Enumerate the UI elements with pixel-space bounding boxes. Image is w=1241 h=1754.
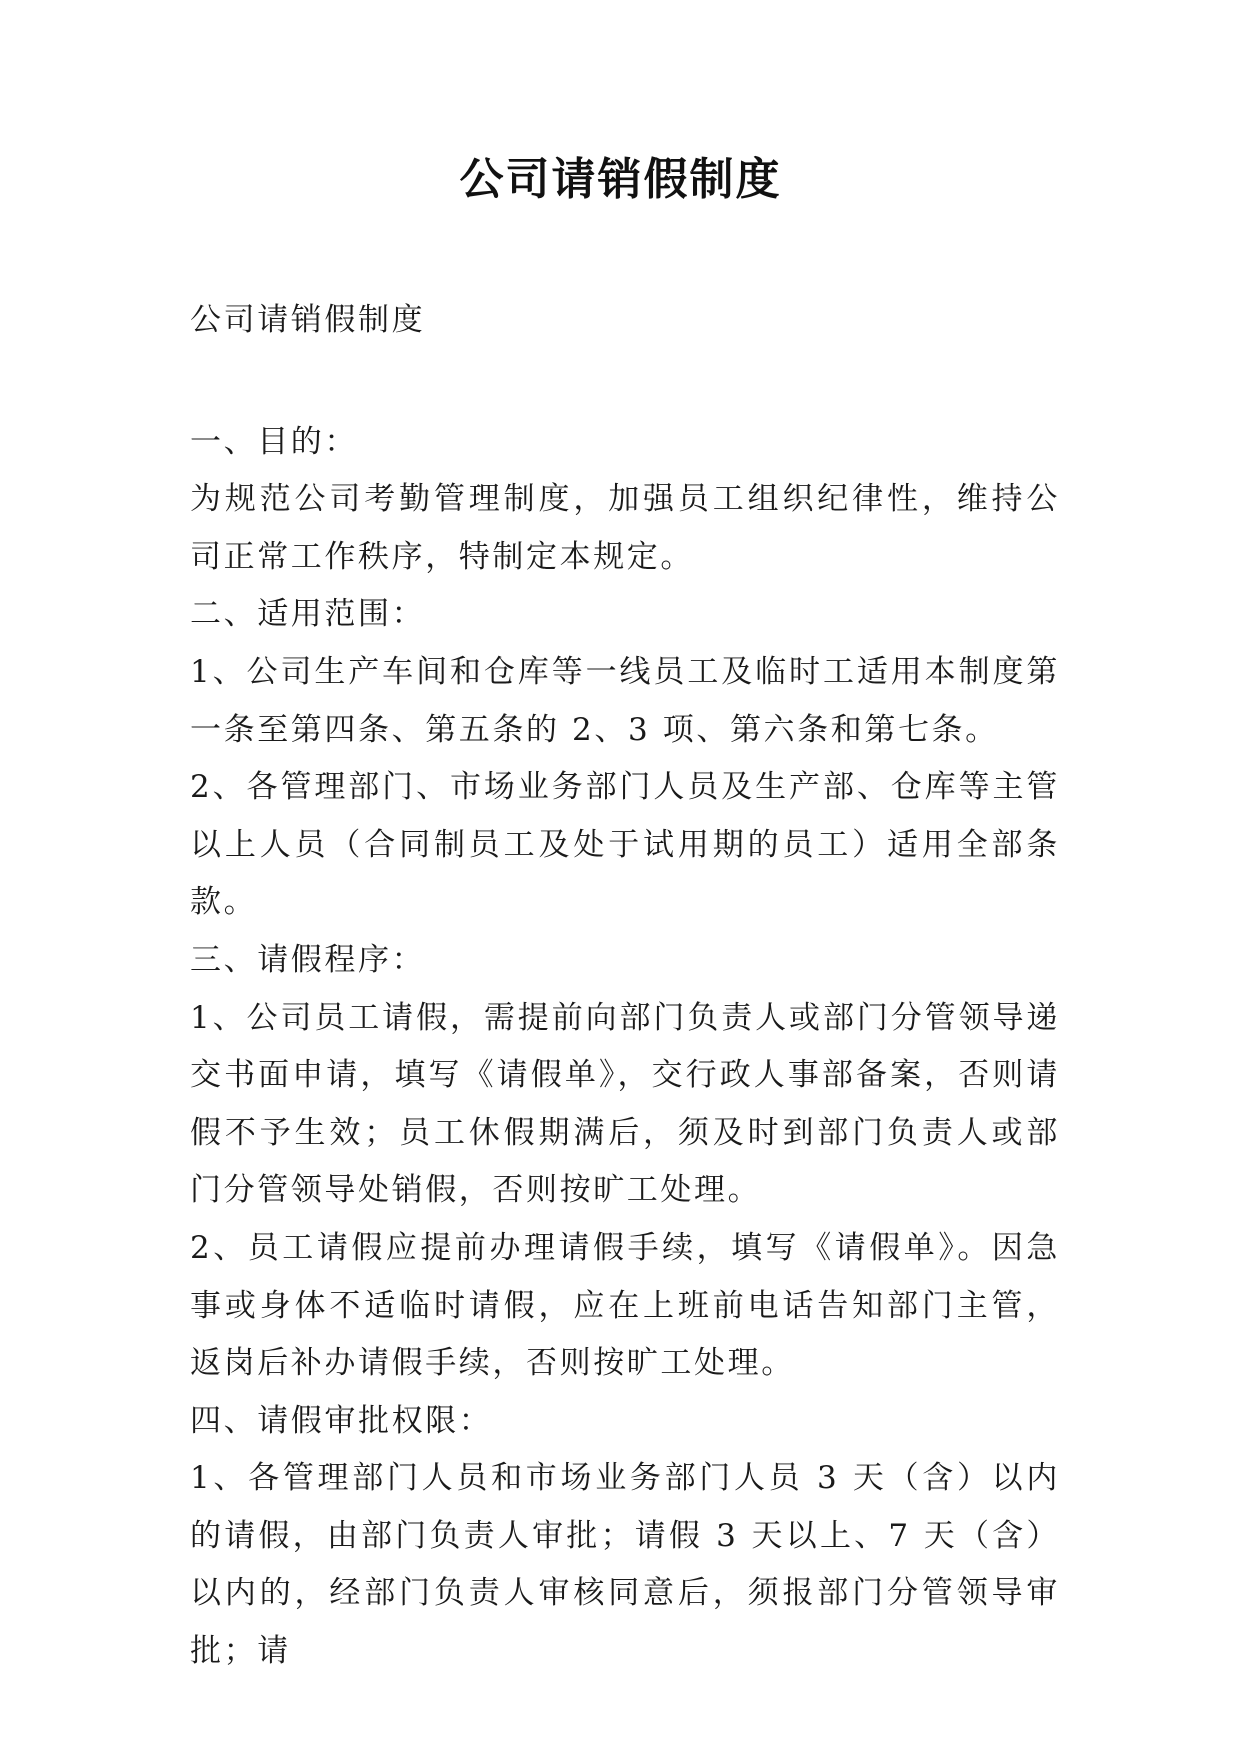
document-title: 公司请销假制度: [459, 154, 782, 205]
paragraph-scope-1: 1、公司生产车间和仓库等一线员工及临时工适用本制度第一条至第四条、第五条的 2、3 项、第六条和第七条。: [190, 653, 1060, 748]
document-subtitle: 公司请销假制度: [190, 302, 426, 338]
paragraph-purpose: 为规范公司考勤管理制度，加强员工组织纪律性，维持公司正常工作秩序，特制定本规定。: [190, 481, 1060, 575]
section-heading-purpose: 一、目的：: [190, 423, 358, 460]
paragraph-gap: [190, 350, 1060, 414]
section-heading-scope: 二、适用范围：: [190, 596, 426, 633]
paragraph-scope-2: 2、各管理部门、市场业务部门人员及生产部、仓库等主管以上人员（合同制员工及处于试用期的员工）适用全部条款。: [190, 769, 1060, 921]
document-body: [190, 292, 1060, 1681]
paragraph-procedure-2: 2、员工请假应提前办理请假手续，填写《请假单》。因急事或身体不适临时请假，应在上班前电话告知部门主管，返岗后补办请假手续，否则按旷工处理。: [190, 1229, 1060, 1382]
section-heading-approval: 四、请假审批权限：: [190, 1402, 493, 1439]
paragraph-approval-1: 1、各管理部门人员和市场业务部门人员 3 天（含）以内的请假，由部门负责人审批；请假 3 天以上、7 天（含）以内的，经部门负责人审核同意后，须报部门分管领导审批；请: [190, 1460, 1060, 1670]
paragraph-procedure-1: 1、公司员工请假，需提前向部门负责人或部门分管领导递交书面申请，填写《请假单》，交行政人事部备案，否则请假不予生效；员工休假期满后，须及时到部门负责人或部门分管领导处销假，否则按旷工处理。: [190, 999, 1060, 1209]
section-heading-procedure: 三、请假程序：: [190, 941, 426, 978]
